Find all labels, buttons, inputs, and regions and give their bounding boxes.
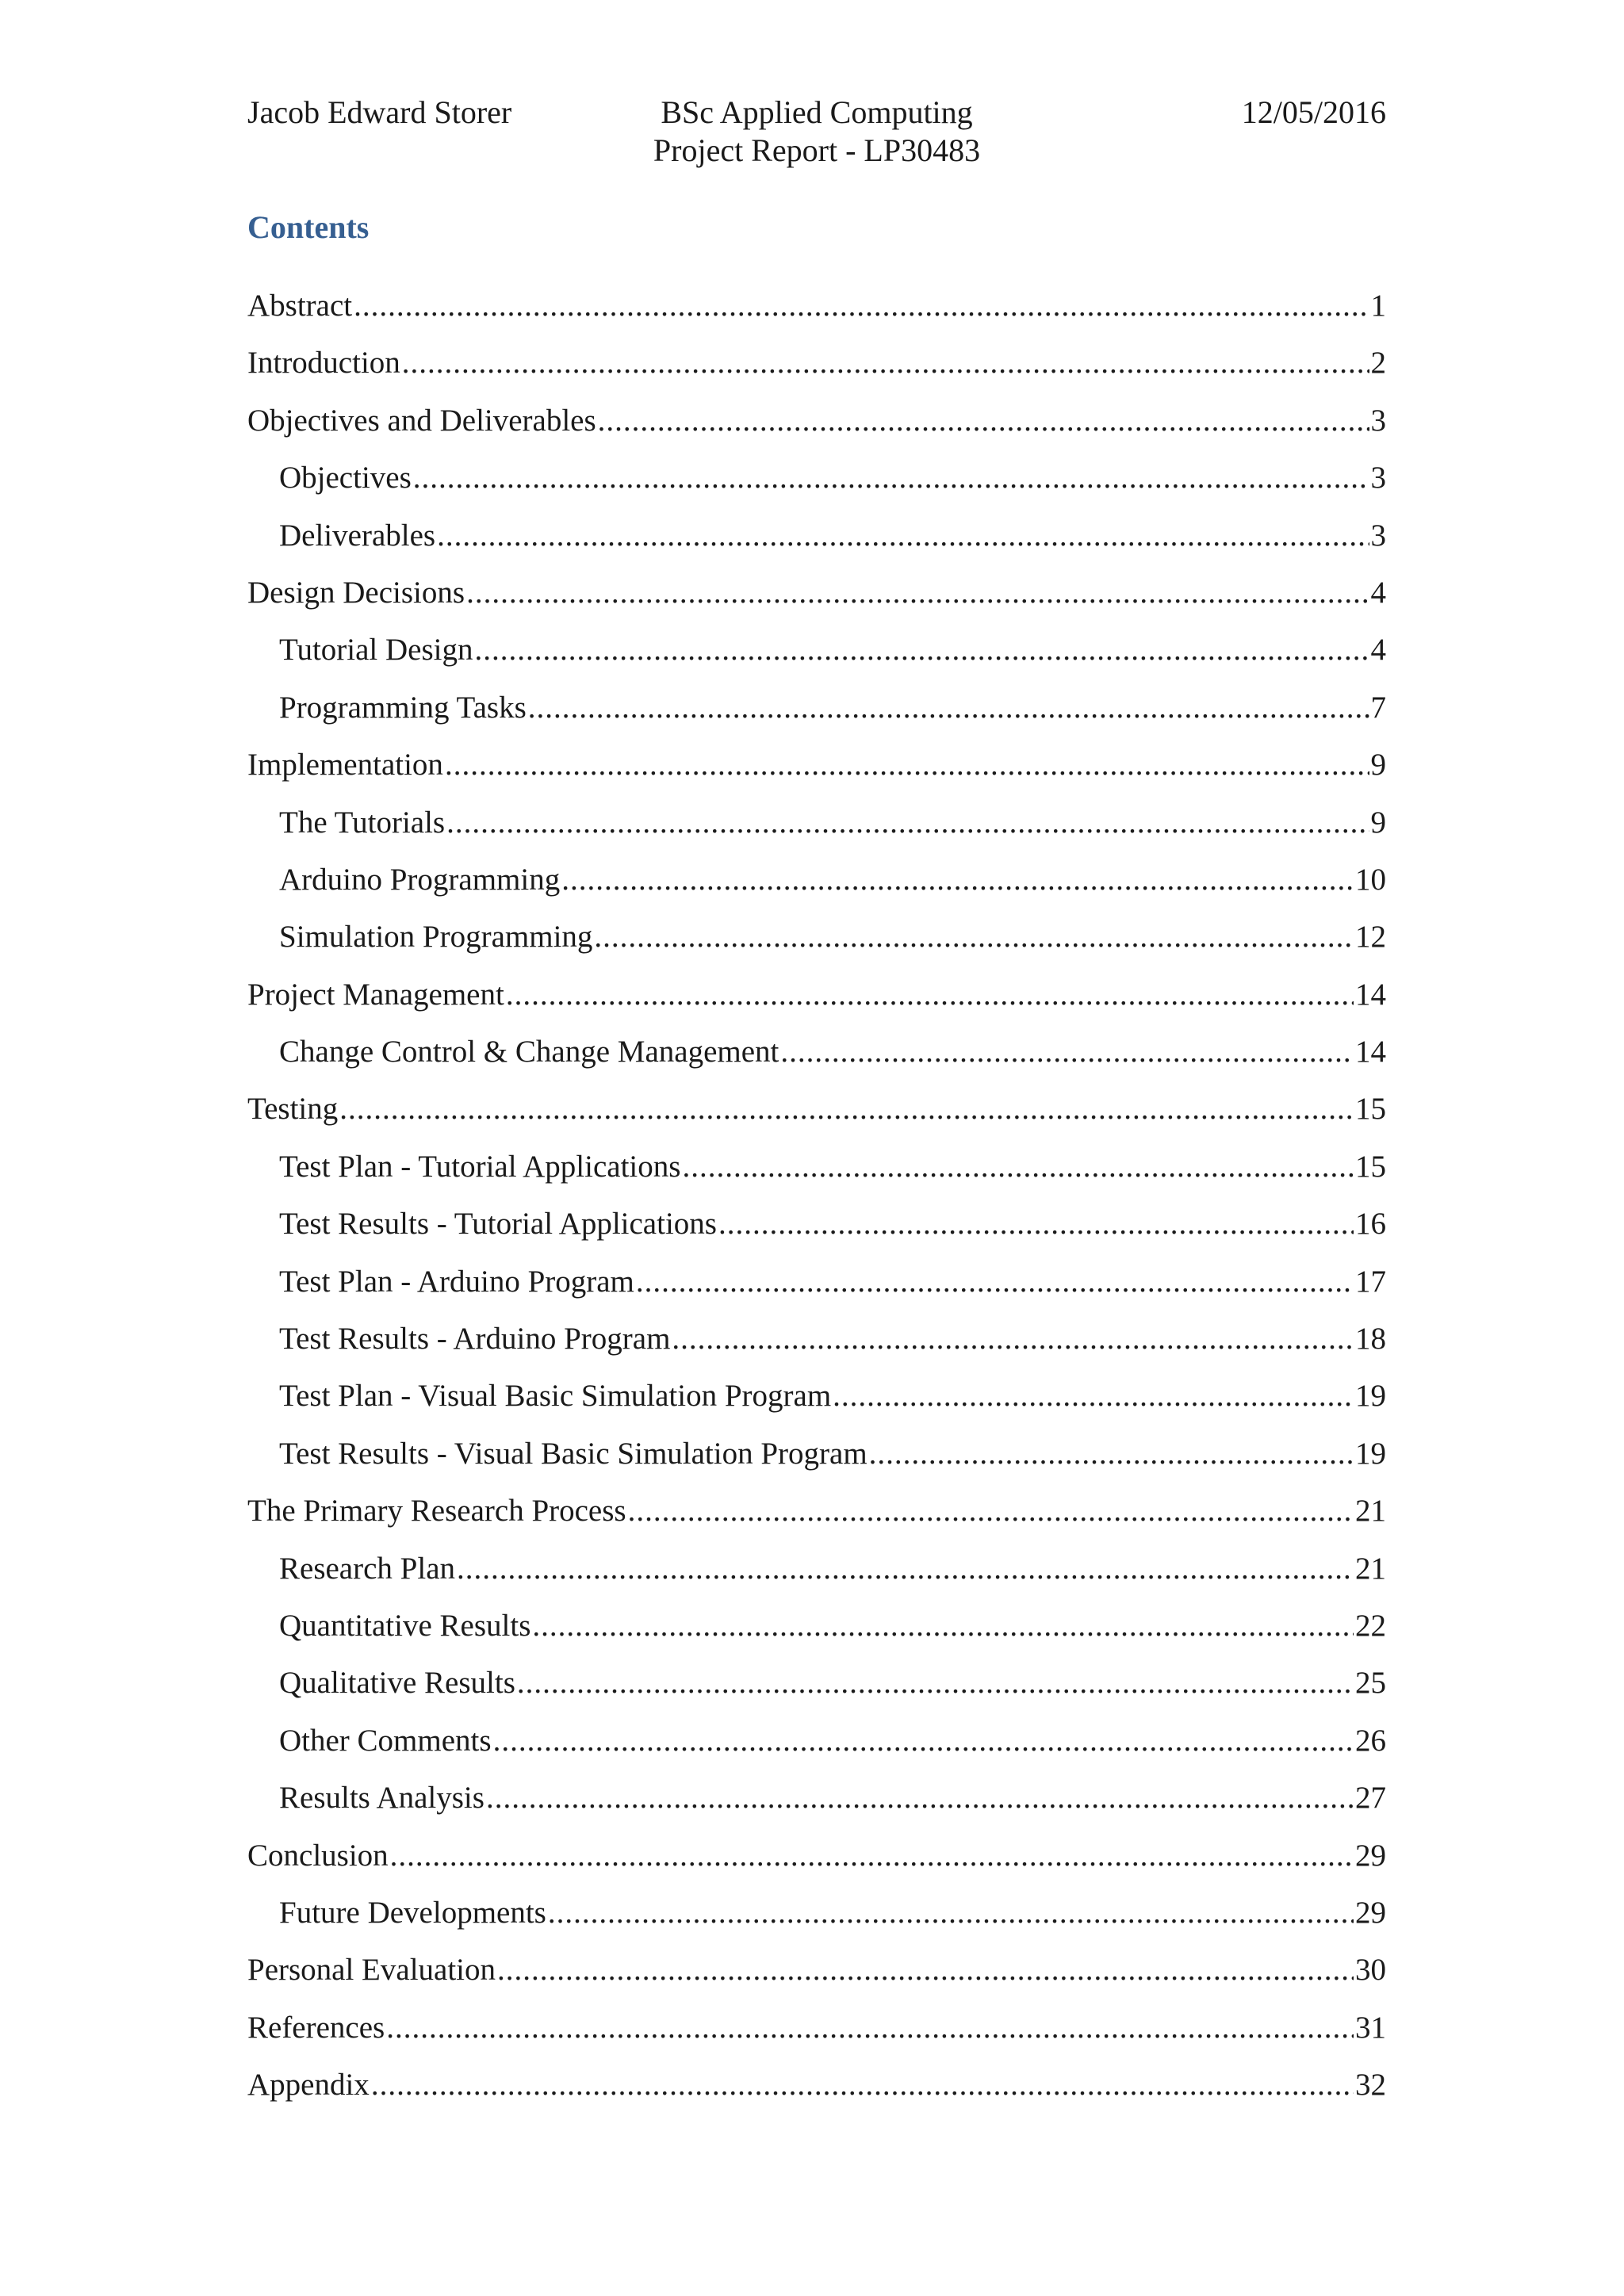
toc-entry-page-number: 16 bbox=[1355, 1207, 1386, 1242]
toc-entry[interactable] bbox=[247, 1492, 1386, 1549]
toc-entry-page-number: 19 bbox=[1355, 1436, 1386, 1471]
toc-entry[interactable] bbox=[247, 287, 1386, 344]
toc-dot-leader bbox=[446, 804, 1369, 842]
toc-dot-leader bbox=[413, 459, 1369, 497]
toc-entry-page-number: 27 bbox=[1355, 1781, 1386, 1816]
header-course bbox=[247, 94, 1386, 170]
toc-entry-page-number: 21 bbox=[1355, 1551, 1386, 1586]
toc-entry-label: Deliverables bbox=[279, 518, 436, 553]
toc-entry-label: Conclusion bbox=[247, 1838, 389, 1873]
toc-entry-page-number: 31 bbox=[1355, 2010, 1386, 2045]
toc-entry-label: Objectives bbox=[279, 461, 412, 496]
toc-entry-page-number: 19 bbox=[1355, 1379, 1386, 1414]
toc-entry[interactable] bbox=[247, 1320, 1386, 1377]
toc-dot-leader bbox=[548, 1894, 1354, 1932]
toc-entry-label: Change Control & Change Management bbox=[279, 1035, 779, 1070]
toc-entry-page-number: 3 bbox=[1370, 461, 1386, 496]
toc-dot-leader bbox=[506, 976, 1354, 1014]
toc-entry[interactable] bbox=[247, 804, 1386, 861]
toc-entry-label: Test Results - Visual Basic Simulation Program bbox=[279, 1436, 868, 1471]
toc-entry-label: Test Plan - Arduino Program bbox=[279, 1264, 634, 1299]
table-of-contents bbox=[247, 287, 1386, 2124]
toc-entry-label: References bbox=[247, 2010, 385, 2045]
toc-dot-leader bbox=[457, 1550, 1354, 1588]
header-course-line-1: BSc Applied Computing bbox=[661, 94, 973, 130]
toc-dot-leader bbox=[833, 1377, 1354, 1415]
toc-entry-page-number: 9 bbox=[1370, 748, 1386, 783]
toc-entry[interactable] bbox=[247, 1377, 1386, 1434]
toc-entry[interactable] bbox=[247, 1951, 1386, 2008]
toc-entry-page-number: 32 bbox=[1355, 2068, 1386, 2103]
toc-entry-label: Future Developments bbox=[279, 1895, 546, 1930]
toc-dot-leader bbox=[475, 631, 1369, 669]
toc-entry-label: Qualitative Results bbox=[279, 1666, 515, 1701]
toc-entry-page-number: 2 bbox=[1370, 346, 1386, 381]
toc-entry-label: Test Plan - Tutorial Applications bbox=[279, 1149, 681, 1184]
toc-entry-label: Test Plan - Visual Basic Simulation Program bbox=[279, 1379, 832, 1414]
toc-entry-label: Objectives and Deliverables bbox=[247, 403, 596, 438]
toc-entry[interactable] bbox=[247, 2009, 1386, 2066]
toc-entry-label: Test Results - Tutorial Applications bbox=[279, 1207, 717, 1242]
toc-entry[interactable] bbox=[247, 918, 1386, 975]
toc-entry[interactable] bbox=[247, 861, 1386, 918]
toc-entry-page-number: 7 bbox=[1370, 690, 1386, 725]
toc-dot-leader bbox=[339, 1090, 1354, 1128]
toc-entry-page-number: 15 bbox=[1355, 1092, 1386, 1127]
toc-entry[interactable] bbox=[247, 746, 1386, 803]
toc-dot-leader bbox=[780, 1033, 1354, 1071]
toc-entry-page-number: 21 bbox=[1355, 1494, 1386, 1529]
toc-entry[interactable] bbox=[247, 517, 1386, 574]
toc-entry[interactable] bbox=[247, 1148, 1386, 1205]
toc-dot-leader bbox=[517, 1664, 1354, 1702]
toc-entry[interactable] bbox=[247, 1435, 1386, 1492]
toc-entry[interactable] bbox=[247, 1779, 1386, 1836]
toc-dot-leader bbox=[437, 517, 1369, 555]
toc-dot-leader bbox=[445, 746, 1369, 784]
toc-entry[interactable] bbox=[247, 1607, 1386, 1664]
toc-dot-leader bbox=[718, 1205, 1354, 1243]
toc-dot-leader bbox=[594, 918, 1354, 956]
toc-entry-page-number: 29 bbox=[1355, 1895, 1386, 1930]
toc-entry-label: Testing bbox=[247, 1092, 339, 1127]
toc-entry-page-number: 30 bbox=[1355, 1953, 1386, 1988]
toc-entry-label: Implementation bbox=[247, 748, 443, 783]
toc-entry-label: Tutorial Design bbox=[279, 633, 473, 668]
toc-entry-label: Results Analysis bbox=[279, 1781, 485, 1816]
toc-entry-label: Design Decisions bbox=[247, 575, 465, 610]
toc-entry-label: Arduino Programming bbox=[279, 862, 561, 897]
toc-entry[interactable] bbox=[247, 1090, 1386, 1147]
header-date: 12/05/2016 bbox=[1241, 94, 1386, 130]
toc-dot-leader bbox=[561, 861, 1354, 899]
toc-entry[interactable] bbox=[247, 459, 1386, 516]
toc-entry-label: Appendix bbox=[247, 2068, 370, 2103]
page-header bbox=[247, 94, 1386, 181]
toc-entry[interactable] bbox=[247, 1664, 1386, 1721]
toc-entry-label: Research Plan bbox=[279, 1551, 456, 1586]
toc-dot-leader bbox=[497, 1951, 1354, 1989]
toc-entry[interactable] bbox=[247, 1550, 1386, 1607]
toc-dot-leader bbox=[869, 1435, 1354, 1473]
toc-entry-page-number: 12 bbox=[1355, 920, 1386, 955]
toc-entry-page-number: 10 bbox=[1355, 862, 1386, 897]
toc-dot-leader bbox=[672, 1320, 1354, 1358]
toc-dot-leader bbox=[390, 1837, 1354, 1875]
toc-dot-leader bbox=[628, 1492, 1354, 1530]
toc-dot-leader bbox=[493, 1722, 1354, 1760]
toc-entry-page-number: 3 bbox=[1370, 518, 1386, 553]
toc-entry-page-number: 1 bbox=[1370, 289, 1386, 323]
toc-dot-leader bbox=[636, 1263, 1354, 1301]
toc-entry[interactable] bbox=[247, 1722, 1386, 1779]
toc-entry[interactable] bbox=[247, 402, 1386, 459]
toc-dot-leader bbox=[386, 2009, 1354, 2047]
toc-entry-page-number: 3 bbox=[1370, 403, 1386, 438]
toc-entry-page-number: 22 bbox=[1355, 1608, 1386, 1643]
toc-entry-page-number: 29 bbox=[1355, 1838, 1386, 1873]
toc-entry[interactable] bbox=[247, 574, 1386, 631]
toc-dot-leader bbox=[532, 1607, 1354, 1645]
toc-dot-leader bbox=[682, 1148, 1354, 1186]
toc-entry-label: Introduction bbox=[247, 346, 400, 381]
toc-entry-label: The Primary Research Process bbox=[247, 1494, 626, 1529]
toc-entry-page-number: 4 bbox=[1370, 633, 1386, 668]
toc-entry-label: Simulation Programming bbox=[279, 920, 593, 955]
toc-entry[interactable] bbox=[247, 1894, 1386, 1951]
toc-entry-page-number: 9 bbox=[1370, 805, 1386, 840]
toc-dot-leader bbox=[486, 1779, 1354, 1817]
toc-entry[interactable] bbox=[247, 631, 1386, 688]
toc-entry[interactable] bbox=[247, 1033, 1386, 1090]
toc-dot-leader bbox=[466, 574, 1369, 612]
toc-entry-label: Personal Evaluation bbox=[247, 1953, 496, 1988]
toc-entry-page-number: 17 bbox=[1355, 1264, 1386, 1299]
toc-entry-page-number: 14 bbox=[1355, 1035, 1386, 1070]
toc-dot-leader bbox=[598, 402, 1369, 440]
toc-entry[interactable] bbox=[247, 689, 1386, 746]
toc-entry-label: Other Comments bbox=[279, 1723, 492, 1758]
toc-entry[interactable] bbox=[247, 2066, 1386, 2123]
header-course-line-2: Project Report - LP30483 bbox=[653, 132, 981, 168]
toc-entry-label: Programming Tasks bbox=[279, 690, 527, 725]
toc-entry[interactable] bbox=[247, 1205, 1386, 1262]
toc-entry-page-number: 25 bbox=[1355, 1666, 1386, 1701]
toc-entry-page-number: 18 bbox=[1355, 1322, 1386, 1357]
toc-entry[interactable] bbox=[247, 976, 1386, 1033]
toc-entry-page-number: 15 bbox=[1355, 1149, 1386, 1184]
toc-entry-label: Abstract bbox=[247, 289, 353, 323]
toc-entry-label: The Tutorials bbox=[279, 805, 446, 840]
toc-dot-leader bbox=[371, 2066, 1354, 2104]
toc-entry-label: Quantitative Results bbox=[279, 1608, 531, 1643]
toc-entry-label: Project Management bbox=[247, 977, 504, 1012]
toc-entry-page-number: 4 bbox=[1370, 575, 1386, 610]
toc-entry-page-number: 26 bbox=[1355, 1723, 1386, 1758]
contents-heading: Contents bbox=[247, 209, 370, 245]
toc-dot-leader bbox=[402, 344, 1369, 382]
toc-dot-leader bbox=[528, 689, 1369, 727]
toc-entry[interactable] bbox=[247, 1263, 1386, 1320]
toc-entry-label: Test Results - Arduino Program bbox=[279, 1322, 671, 1357]
toc-entry-page-number: 14 bbox=[1355, 977, 1386, 1012]
toc-entry[interactable] bbox=[247, 344, 1386, 401]
toc-entry[interactable] bbox=[247, 1837, 1386, 1894]
toc-dot-leader bbox=[354, 287, 1369, 325]
header-author: Jacob Edward Storer bbox=[247, 94, 512, 130]
